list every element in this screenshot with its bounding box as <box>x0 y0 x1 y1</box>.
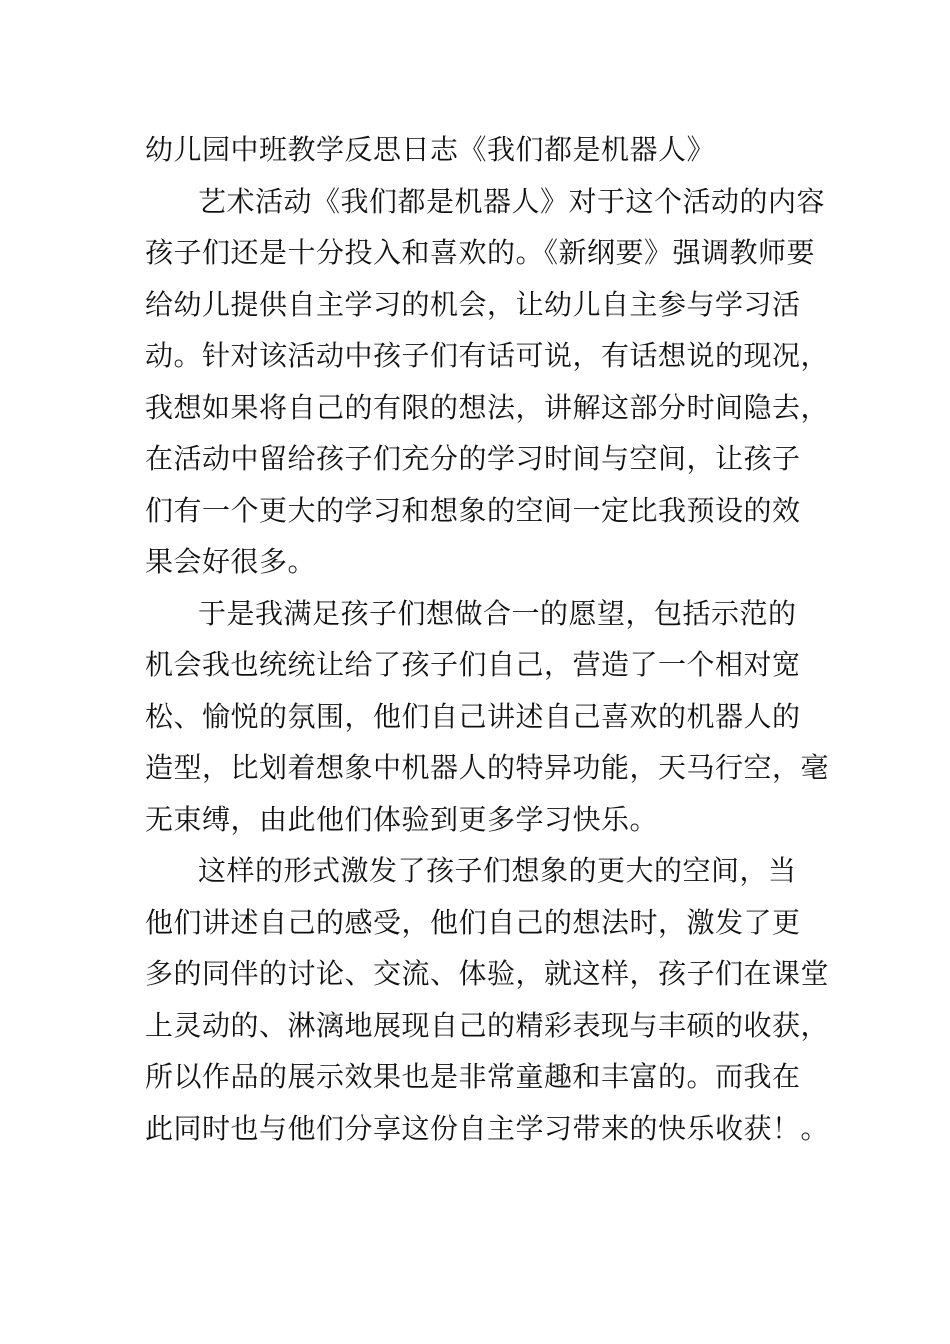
paragraph-line: 们有一个更大的学习和想象的空间一定比我预设的效 <box>145 493 801 527</box>
paragraph-line: 无束缚，由此他们体验到更多学习快乐。 <box>145 802 659 836</box>
paragraph-line: 多的同伴的讨论、交流、体验，就这样，孩子们在课堂 <box>145 957 830 990</box>
paragraph-line: 所以作品的展示效果也是非常童趣和丰富的。而我在 <box>145 1060 801 1093</box>
paragraph-line: 造型，比划着想象中机器人的特异功能，天马行空，毫 <box>145 751 830 784</box>
document-title: 幼儿园中班教学反思日志《我们都是机器人》 <box>145 133 716 166</box>
paragraph-line: 动。针对该活动中孩子们有话可说，有话想说的现况， <box>145 339 830 372</box>
paragraph-line: 我想如果将自己的有限的想法，讲解这部分时间隐去， <box>145 390 830 424</box>
paragraph-line: 上灵动的、淋漓地展现自己的精彩表现与丰硕的收获， <box>145 1008 830 1042</box>
paragraph-line: 此同时也与他们分享这份自主学习带来的快乐收获！。 <box>145 1111 830 1145</box>
paragraph-2 <box>145 588 835 846</box>
document-body <box>145 124 835 1154</box>
paragraph-line: 孩子们还是十分投入和喜欢的。《新纲要》强调教师要 <box>145 236 816 269</box>
paragraph-line: 艺术活动《我们都是机器人》对于这个活动的内容 <box>198 184 826 218</box>
paragraph-3 <box>145 845 835 1154</box>
paragraph-line: 于是我满足孩子们想做合一的愿望，包括示范的 <box>198 596 797 630</box>
paragraph-line: 这样的形式激发了孩子们想象的更大的空间，当 <box>198 854 797 887</box>
paragraph-line: 果会好很多。 <box>145 545 317 578</box>
paragraph-1 <box>145 176 835 588</box>
paragraph-line: 松、愉悦的氛围，他们自己讲述自己喜欢的机器人的 <box>145 699 801 733</box>
paragraph-line: 在活动中留给孩子们充分的学习时间与空间，让孩子 <box>145 442 801 475</box>
paragraph-line: 他们讲述自己的感受，他们自己的想法时，激发了更 <box>145 905 801 939</box>
paragraph-line: 给幼儿提供自主学习的机会，让幼儿自主参与学习活 <box>145 287 801 321</box>
paragraph-line: 机会我也统统让给了孩子们自己，营造了一个相对宽 <box>145 648 801 681</box>
